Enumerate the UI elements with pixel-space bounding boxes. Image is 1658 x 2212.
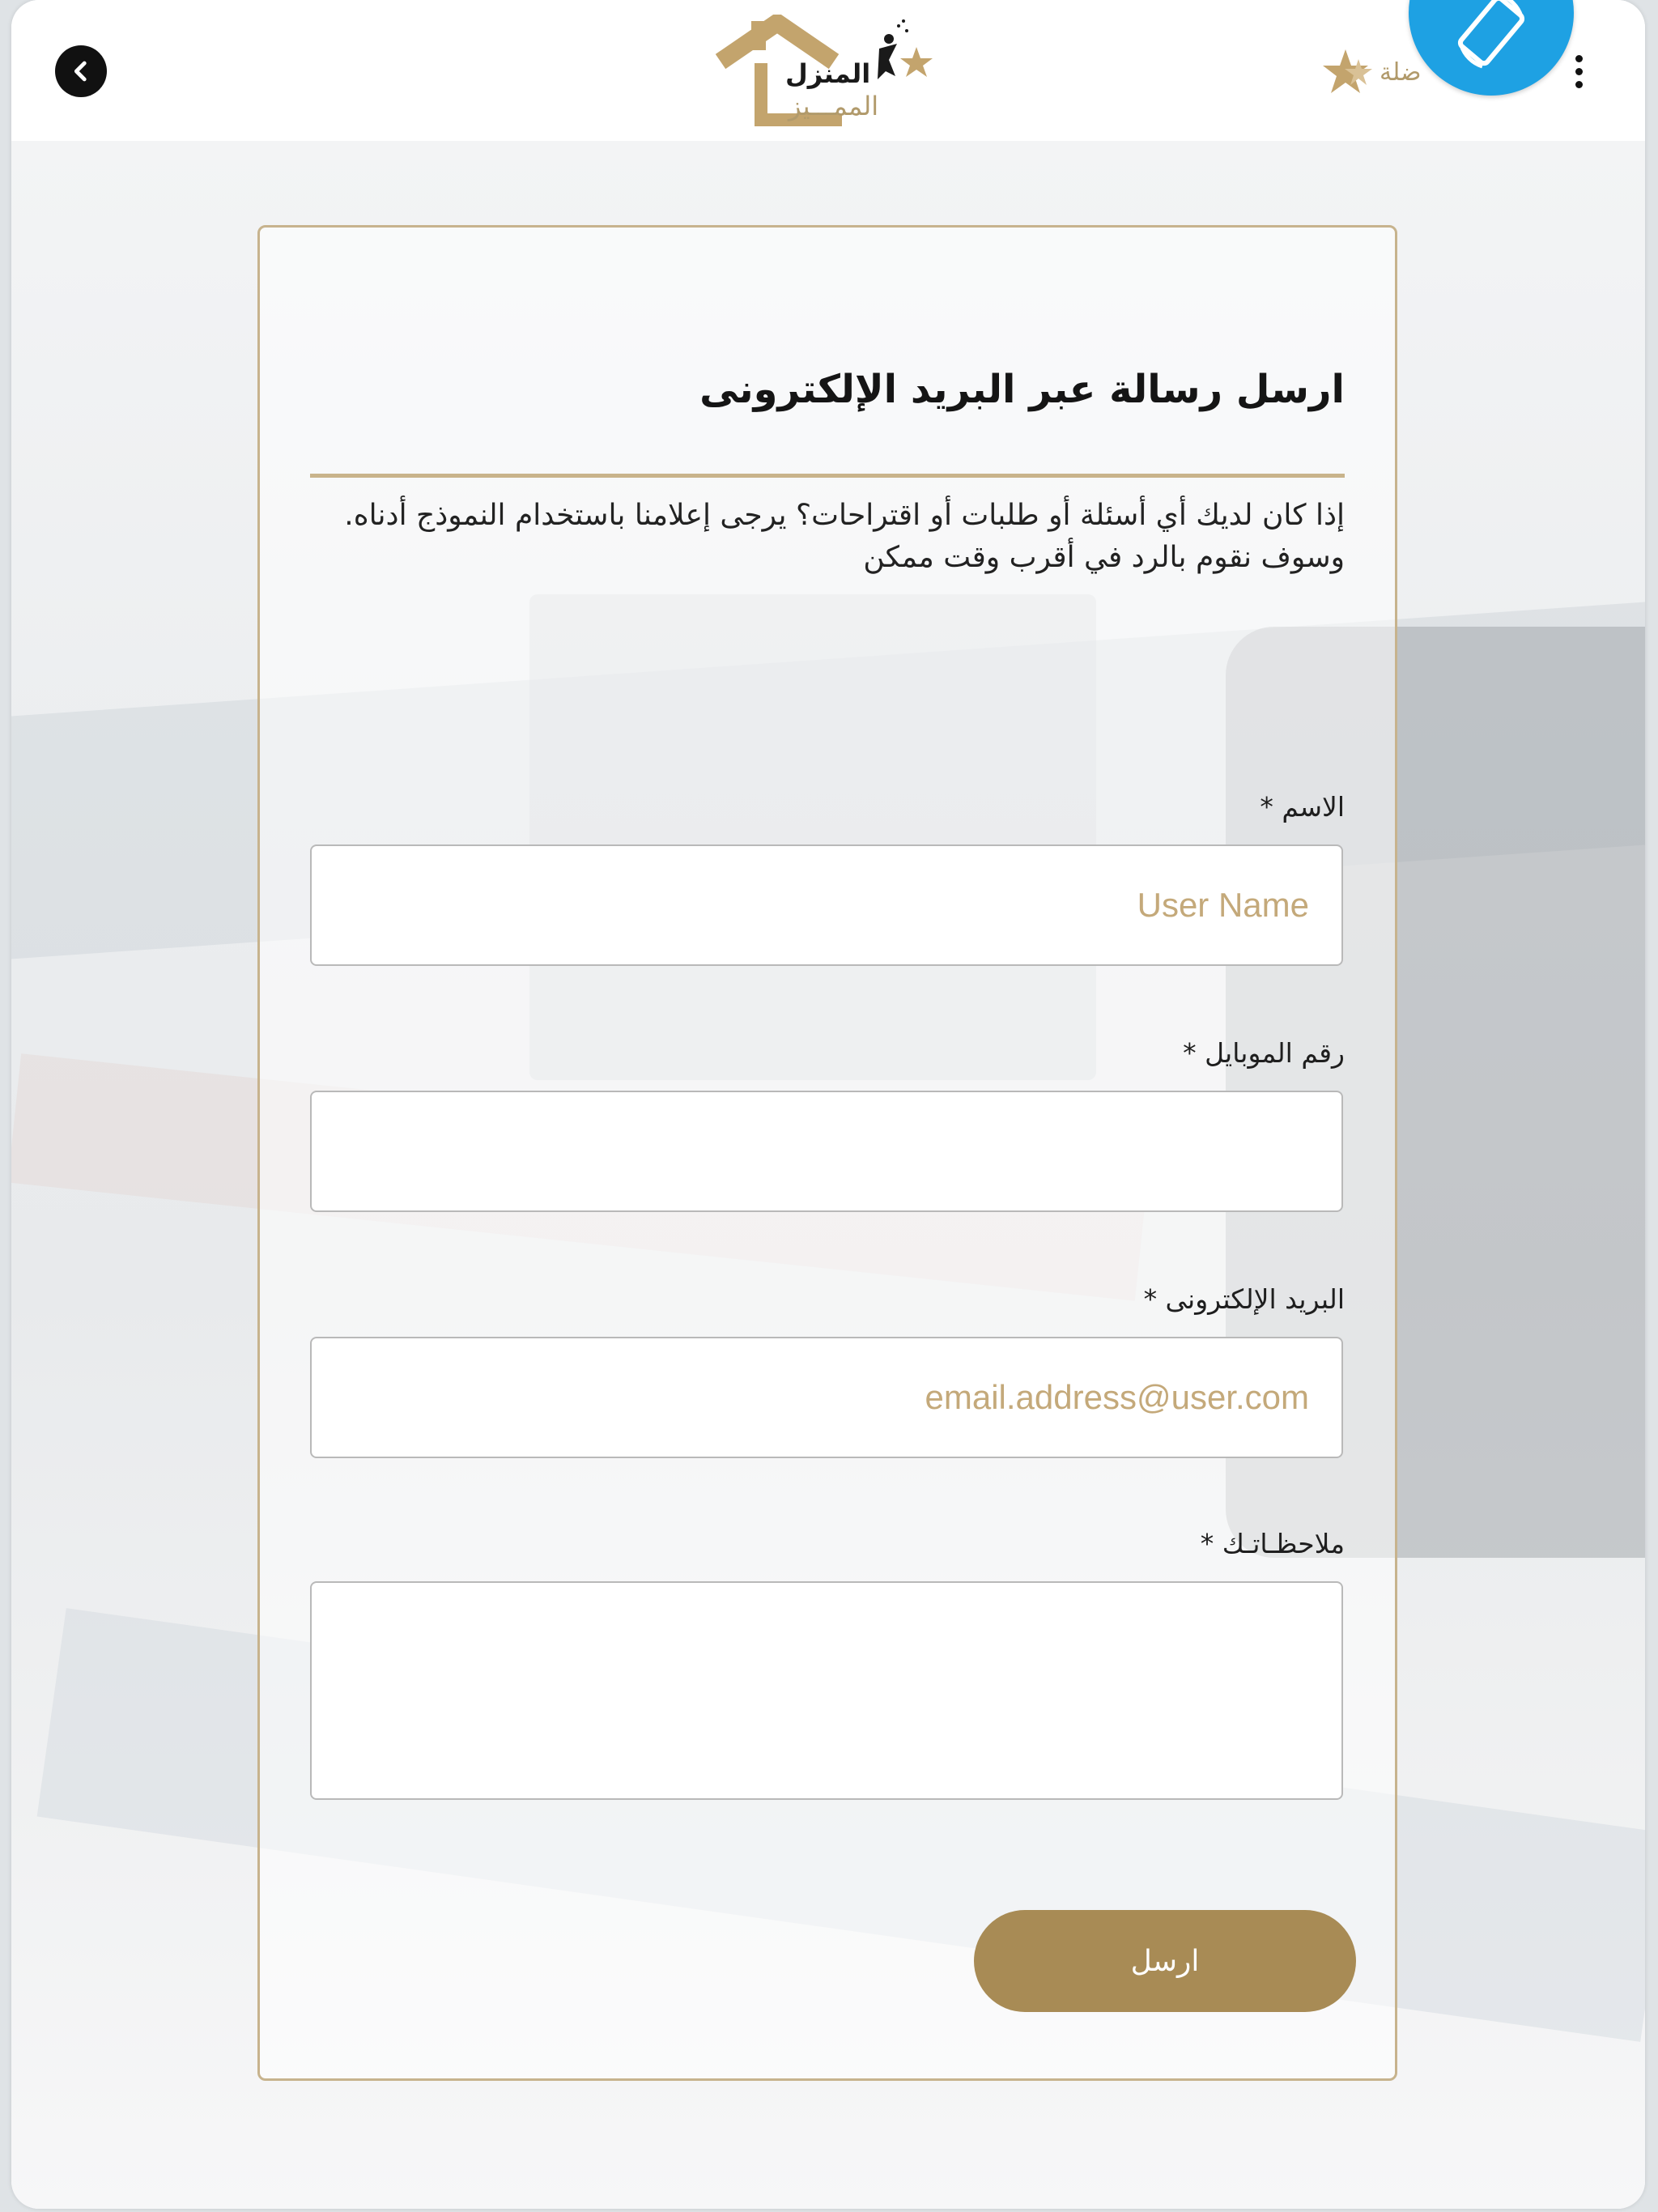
chevron-left-icon bbox=[67, 57, 95, 85]
favorites-label: ضلة bbox=[1380, 57, 1422, 87]
screen-rotation-icon bbox=[1447, 0, 1536, 78]
submit-button[interactable]: ارسل bbox=[974, 1910, 1356, 2012]
back-button[interactable] bbox=[55, 45, 107, 97]
kebab-menu-icon bbox=[1575, 55, 1583, 62]
name-input[interactable] bbox=[310, 844, 1343, 966]
logo-text-primary: المنزل bbox=[785, 58, 871, 89]
name-label: الاسم * bbox=[1260, 791, 1345, 823]
mobile-input[interactable] bbox=[310, 1091, 1343, 1212]
top-header bbox=[11, 0, 1645, 141]
app-window bbox=[11, 0, 1645, 2209]
email-label: البريد الإلكترونى * bbox=[1143, 1283, 1345, 1315]
notes-textarea[interactable] bbox=[310, 1581, 1343, 1800]
contact-form-card bbox=[257, 225, 1397, 2081]
logo-text-secondary: الممـــيز bbox=[789, 91, 879, 121]
title-divider bbox=[310, 474, 1345, 478]
form-intro-text: إذا كان لديك أي أسئلة أو طلبات أو اقتراحات؟ يرجى إعلامنا باستخدام النموذج أدناه. وسوف نقوم بالرد في أقرب وقت ممكن bbox=[344, 499, 1345, 574]
more-options-button[interactable] bbox=[1562, 45, 1595, 97]
email-input[interactable] bbox=[310, 1337, 1343, 1458]
favorites-link[interactable] bbox=[1323, 44, 1422, 100]
star-icon bbox=[1323, 48, 1375, 96]
form-title: ارسل رسالة عبر البريد الإلكترونى bbox=[699, 367, 1345, 412]
notes-label: ملاحظـاتـك * bbox=[1200, 1528, 1345, 1559]
mobile-label: رقم الموبايل * bbox=[1183, 1037, 1345, 1069]
